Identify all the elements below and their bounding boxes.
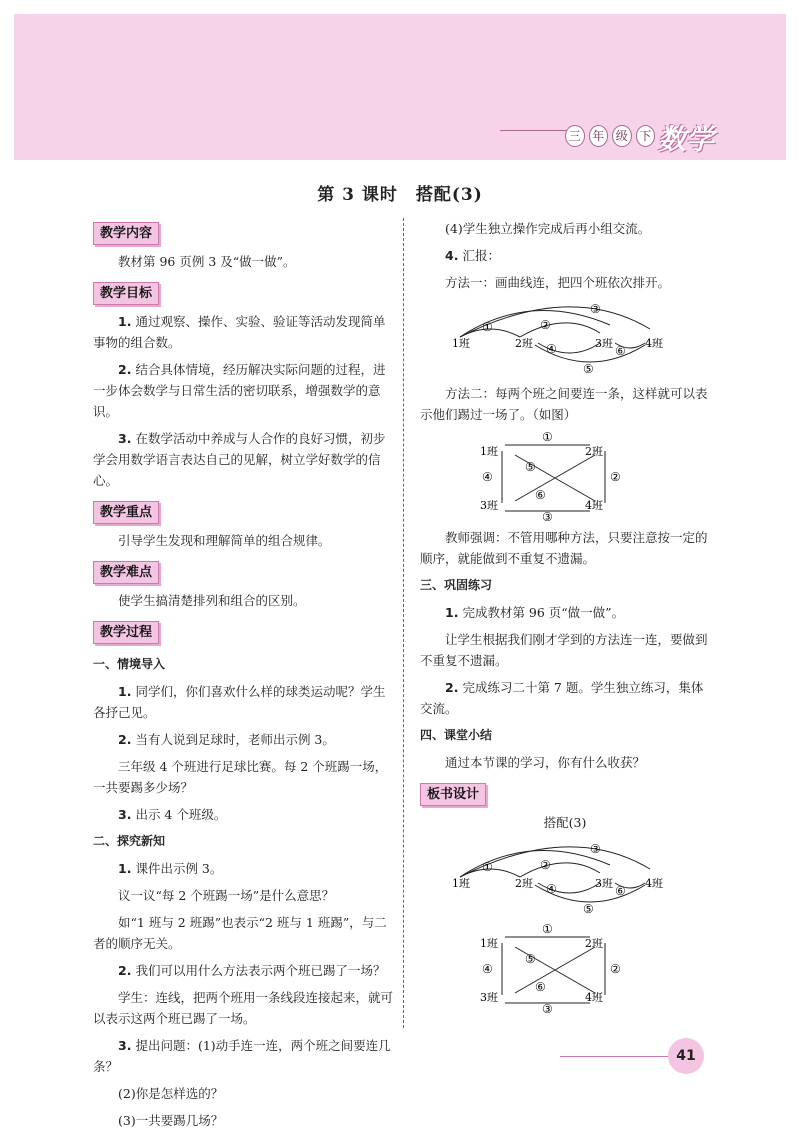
paragraph: 方法二：每两个班之间要连一条，这样就可以表示他们踢过一场了。（如图） [420,386,708,422]
goal-3: 3. 在数学活动中养成与人合作的良好习惯，初步学会用数学语言表达自己的见解，树立学好数学的信心。 [93,431,386,488]
match-mark: ② [540,858,551,872]
square-diagram-2 [420,923,700,1013]
paragraph: 如“1 班与 2 班踢”也表示“2 班与 1 班踢”，与二者的顺序无关。 [93,915,387,951]
page-number: 41 [668,1038,704,1074]
section-tag-process: 教学过程 [93,621,159,644]
class-label: 4班 [645,877,663,890]
section-heading: 三、巩固练习 [420,578,493,592]
paragraph: 三年级 4 个班进行足球比赛。每 2 个班踢一场，一共要踢多少场？ [93,759,388,795]
class-label: 4班 [585,991,603,1004]
match-mark: ⑥ [615,344,626,358]
grade-char: 三 [565,125,585,147]
paragraph: 1. 同学们，你们喜欢什么样的球类运动呢？学生各抒己见。 [93,684,386,720]
class-label: 1班 [452,877,470,890]
section-tag-content: 教学内容 [93,222,159,245]
class-label: 4班 [645,337,663,350]
match-mark: ① [542,431,553,444]
match-mark: ⑥ [615,884,626,898]
section-heading: 四、课堂小结 [420,728,493,742]
difficulty-text: 使学生搞清楚排列和组合的区别。 [118,593,306,608]
match-mark: ② [610,962,621,976]
page-number-rule [560,1056,670,1057]
class-label: 2班 [585,445,603,458]
grade-char: 下 [636,125,656,147]
arc-diagram-1 [420,299,700,377]
paragraph: (3)一共要踢几场？ [118,1113,224,1128]
class-label: 1班 [480,445,498,458]
left-column [93,218,393,1137]
paragraph: 3. 提出问题：(1)动手连一连，两个班之间要连几条？ [93,1038,391,1074]
class-label: 3班 [480,991,498,1004]
key-text: 引导学生发现和理解简单的组合规律。 [118,533,331,548]
paragraph: 3. 出示 4 个班级。 [118,807,227,822]
match-mark: ③ [590,302,601,316]
page-title: 第 3 课时 搭配(3) [317,185,483,205]
paragraph: 教师强调：不管用哪种方法，只要注意按一定的顺序，就能做到不重复不遗漏。 [420,530,708,566]
section-tag-key: 教学重点 [93,501,159,524]
match-mark: ① [482,860,493,874]
class-label: 1班 [452,337,470,350]
paragraph: 1. 完成教材第 96 页“做一做”。 [445,605,625,620]
class-label: 2班 [515,337,533,350]
match-mark: ⑤ [525,460,536,474]
match-mark: ③ [590,842,601,856]
match-mark: ⑤ [583,362,594,376]
content-text: 教材第 96 页例 3 及“做一做”。 [118,254,296,269]
paragraph: 议一议“每 2 个班踢一场”是什么意思？ [118,888,335,903]
match-mark: ④ [482,962,493,976]
paragraph: 方法一：画曲线连，把四个班依次排开。 [445,275,671,290]
paragraph: 学生：连线，把两个班用一条线段连接起来，就可以表示这两个班已踢了一场。 [93,990,394,1026]
class-label: 2班 [585,937,603,950]
paragraph: (4)学生独立操作完成后再小组交流。 [445,221,651,236]
paragraph: 2. 完成练习二十第 7 题。学生独立练习，集体交流。 [420,680,704,716]
match-mark: ⑤ [525,952,536,966]
match-mark: ⑤ [583,902,594,916]
match-mark: ② [610,470,621,484]
grade-char: 年 [589,125,609,147]
board-title: 搭配(3) [543,815,587,830]
paragraph: (2)你是怎样选的？ [118,1086,224,1101]
match-mark: ③ [542,1002,553,1013]
class-label: 1班 [480,937,498,950]
square-diagram-1 [420,431,700,521]
class-label: 3班 [480,499,498,512]
paragraph: 2. 我们可以用什么方法表示两个班已踢了一场？ [118,963,386,978]
column-divider [403,218,404,1028]
class-label: 4班 [585,499,603,512]
section-tag-goals: 教学目标 [93,282,159,305]
paragraph: 4. 汇报： [445,248,500,263]
match-mark: ⑥ [535,488,546,502]
match-mark: ④ [546,882,557,896]
right-column [420,218,710,1019]
section-tag-board: 板书设计 [420,783,486,806]
goal-1: 1. 通过观察、操作、实验、验证等活动发现简单事物的组合数。 [93,314,386,350]
class-label: 3班 [595,337,613,350]
grade-char: 级 [612,125,632,147]
subject-title: 数学 [658,123,715,156]
goal-2: 2. 结合具体情境，经历解决实际问题的过程，进一步体会数学与日常生活的密切联系，增强数学的意识。 [93,362,386,419]
arc-diagram-2 [420,839,700,917]
match-mark: ④ [546,342,557,356]
class-label: 2班 [515,877,533,890]
section-tag-difficulty: 教学难点 [93,561,159,584]
paragraph: 2. 当有人说到足球时，老师出示例 3。 [118,732,335,747]
grade-label [565,124,655,148]
paragraph: 通过本节课的学习，你有什么收获？ [445,755,646,770]
match-mark: ① [482,320,493,334]
class-label: 3班 [595,877,613,890]
paragraph: 1. 课件出示例 3。 [118,861,223,876]
match-mark: ② [540,318,551,332]
match-mark: ③ [542,510,553,521]
section-heading: 一、情境导入 [93,657,166,671]
match-mark: ④ [482,470,493,484]
section-heading: 二、探究新知 [93,834,166,848]
header-rule [500,130,570,131]
match-mark: ⑥ [535,980,546,994]
match-mark: ① [542,923,553,936]
paragraph: 让学生根据我们刚才学到的方法连一连，要做到不重复不遗漏。 [420,632,708,668]
